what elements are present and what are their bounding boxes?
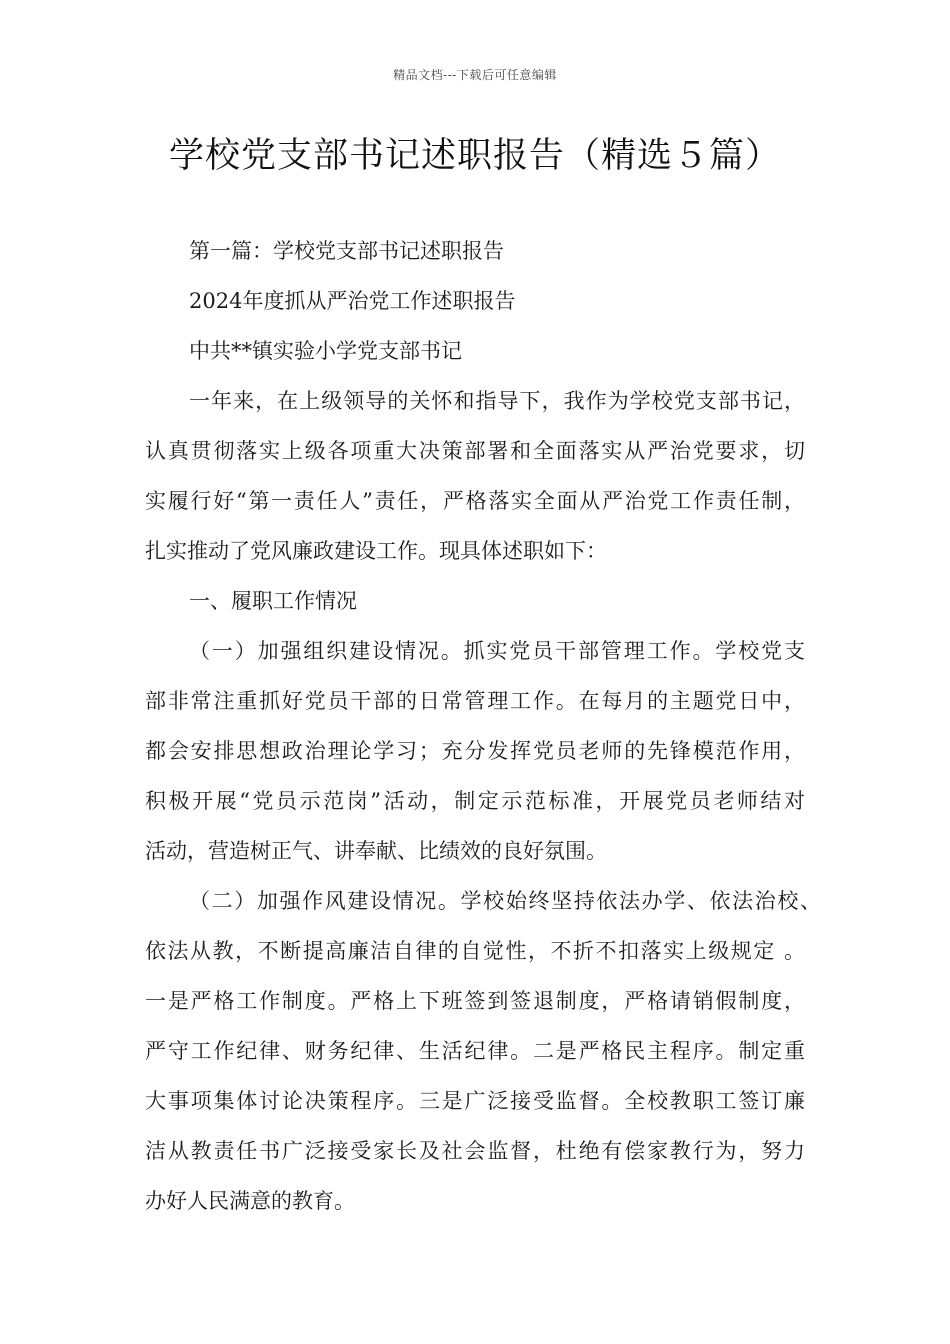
document-title: 学校党支部书记述职报告（精选５篇） — [168, 136, 781, 176]
author-line: 中共**镇实验小学党支部书记 — [189, 339, 462, 363]
paragraph-line: 洁从教责任书广泛接受家长及社会监督，杜绝有偿家教行为，努力 — [145, 1139, 805, 1163]
paragraph-line: 扎实推动了党风廉政建设工作。现具体述职如下： — [145, 539, 607, 563]
paragraph-line: 部非常注重抓好党员干部的日常管理工作。在每月的主题党日中， — [145, 689, 805, 713]
paragraph-line: 都会安排思想政治理论学习；充分发挥党员老师的先锋模范作用， — [145, 739, 805, 763]
paragraph-line: 活动，营造树正气、讲奉献、比绩效的良好氛围。 — [145, 839, 607, 863]
paragraph-line: 办好人民满意的教育。 — [145, 1189, 355, 1213]
paragraph-line: 严守工作纪律、财务纪律、生活纪律。二是严格民主程序。制定重 — [145, 1039, 805, 1063]
chapter-heading: 第一篇：学校党支部书记述职报告 — [189, 239, 504, 263]
paragraph-line: 大事项集体讨论决策程序。三是广泛接受监督。全校教职工签订廉 — [145, 1089, 805, 1113]
section-heading: 一、履职工作情况 — [189, 589, 357, 613]
paragraph-line: 一是严格工作制度。严格上下班签到签退制度，严格请销假制度， — [145, 989, 805, 1013]
header-note: 精品文档---下载后可任意编辑 — [393, 68, 557, 82]
paragraph-line: （一）加强组织建设情况。抓实党员干部管理工作。学校党支 — [189, 639, 805, 663]
paragraph-line: 实履行好“第一责任人”责任，严格落实全面从严治党工作责任制， — [145, 489, 805, 513]
paragraph-line: 认真贯彻落实上级各项重大决策部署和全面落实从严治党要求，切 — [145, 439, 805, 463]
paragraph-line: 依法从教，不断提高廉洁自律的自觉性，不折不扣落实上级规定 。 — [145, 939, 805, 963]
paragraph-line: 积极开展“党员示范岗”活动，制定示范标准，开展党员老师结对 — [145, 789, 805, 813]
paragraph-line: （二）加强作风建设情况。学校始终坚持依法办学、依法治校、 — [189, 889, 821, 913]
report-subtitle: 2024年度抓从严治党工作述职报告 — [189, 289, 516, 313]
paragraph-line: 一年来，在上级领导的关怀和指导下，我作为学校党支部书记， — [189, 389, 805, 413]
